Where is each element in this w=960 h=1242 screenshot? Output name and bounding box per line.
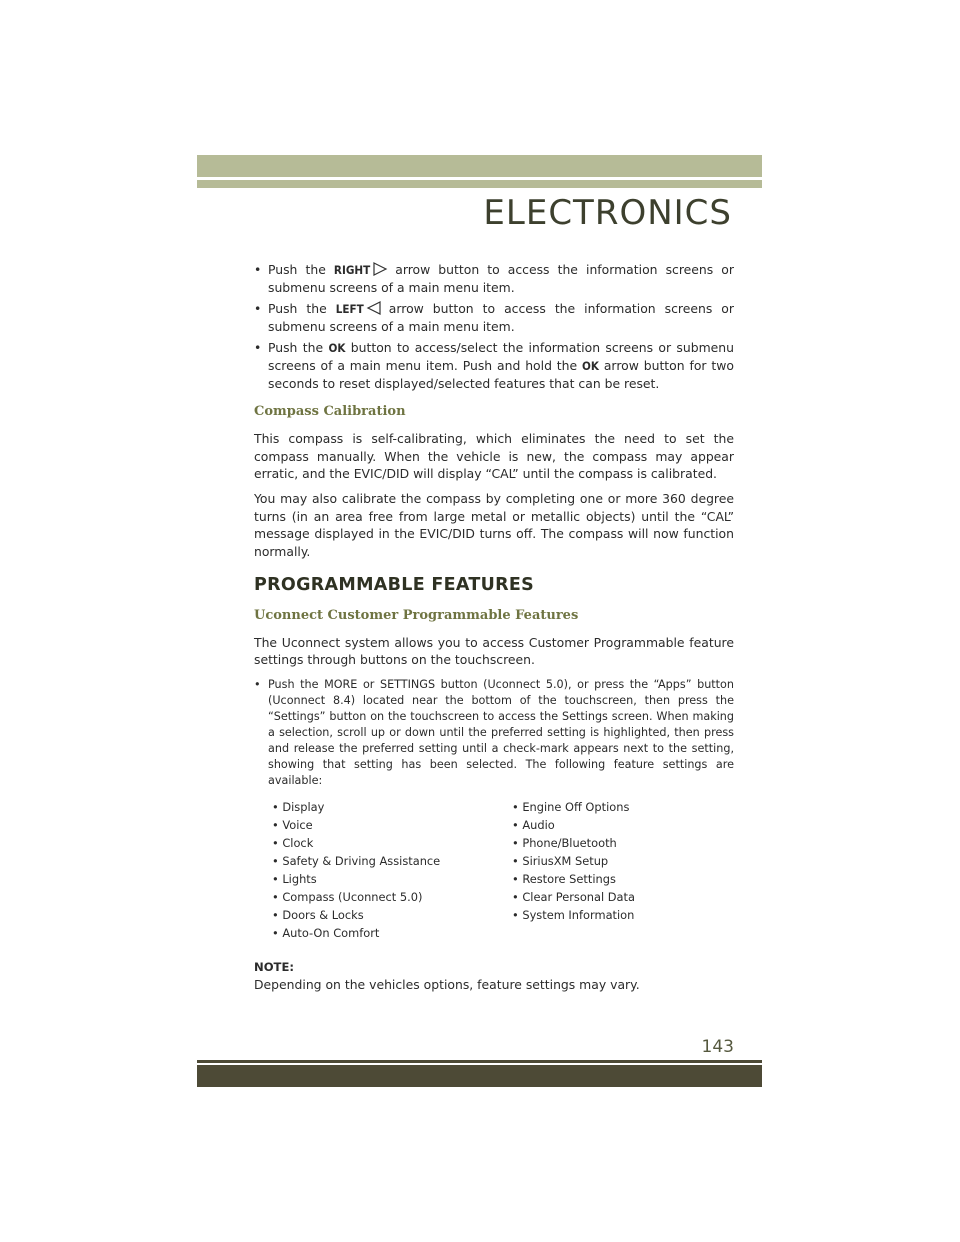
feature-item: • Engine Off Options [512, 799, 630, 814]
compass-paragraph-2: You may also calibrate the compass by completing one or more 360 degree turns (in an area free from large metal or metallic objects) until the “CAL” message displayed in the EVIC/DID turns off. The compass will now function normally. [254, 491, 734, 559]
page-content [254, 261, 734, 994]
bullet-dot: • [254, 262, 262, 277]
bullet-right: • Push the RIGHT arrow button to access the information screens or submenu screens of a main menu item. [254, 262, 734, 296]
bullet-dot: • [254, 339, 262, 355]
feature-item: • Auto-On Comfort [272, 925, 380, 940]
feature-item: • Voice [272, 817, 313, 832]
key-ok: OK [328, 340, 346, 355]
programmable-features-heading: PROGRAMMABLE FEATURES [254, 575, 535, 596]
feature-item: • Audio [512, 817, 555, 832]
key-right: RIGHT [333, 263, 371, 277]
note-text: Depending on the vehicles options, feature settings may vary. [254, 977, 640, 993]
compass-calibration-heading: Compass Calibration [254, 403, 406, 419]
footer-line [197, 1060, 762, 1063]
uconnect-subheading: Uconnect Customer Programmable Features [254, 607, 579, 623]
bullet-left: • Push the LEFT arrow button to access the information screens or submenu screens of a main menu item. [254, 300, 734, 335]
feature-item: • SiriusXM Setup [512, 853, 609, 868]
programmable-intro: The Uconnect system allows you to access Customer Programmable feature settings through buttons on the touchscreen. [254, 634, 734, 668]
section-title: ELECTRONICS [483, 193, 732, 233]
note-label: NOTE: [254, 959, 295, 974]
feature-item: • Phone/Bluetooth [512, 835, 617, 850]
feature-item: • Clear Personal Data [512, 889, 635, 904]
feature-item: • Safety & Driving Assistance [272, 853, 441, 868]
feature-item: • Lights [272, 871, 317, 886]
header-bar-thin [197, 180, 762, 188]
left-arrow-icon [365, 301, 383, 315]
header-bar [197, 155, 762, 177]
feature-item: • Clock [272, 835, 314, 850]
bullet-dot: • [254, 300, 262, 316]
right-arrow-icon [371, 262, 389, 276]
feature-item: • Restore Settings [512, 871, 616, 886]
feature-list [272, 799, 734, 941]
bullet-dot: • [254, 677, 261, 691]
feature-item: • Compass (Uconnect 5.0) [272, 889, 423, 904]
feature-item: • System Information [512, 907, 635, 922]
key-left: LEFT [335, 301, 364, 316]
compass-paragraph-1: This compass is self-calibrating, which eliminates the need to set the compass manually. When the vehicle is new, the compass may appear erratic, and the EVIC/DID will display “CAL” until the compass is calibrated. [254, 431, 734, 482]
footer-bar [197, 1065, 762, 1087]
key-ok-hold: OK [582, 359, 599, 374]
page-number: 143 [701, 1037, 734, 1057]
settings-instructions: • Push the MORE or SETTINGS button (Uconnect 5.0), or press the “Apps” button (Uconnect 8.4) located near the bottom of the touchscreen, then press the “Settings” button on the touchscreen to access the Settings screen. When making a selection, scroll up or down until the preferred setting is highlighted, then press and release the preferred setting until a check-mark appears next to the setting, showing that setting has been selected. The following feature settings are available: [254, 677, 734, 787]
feature-item: • Display [272, 799, 325, 814]
bullet-ok: • Push the OK button to access/select the information screens or submenu screens of a main menu item. Push and hold the OK arrow button for two seconds to reset displayed/selected features that can be reset. [254, 339, 734, 392]
feature-item: • Doors & Locks [272, 907, 364, 922]
